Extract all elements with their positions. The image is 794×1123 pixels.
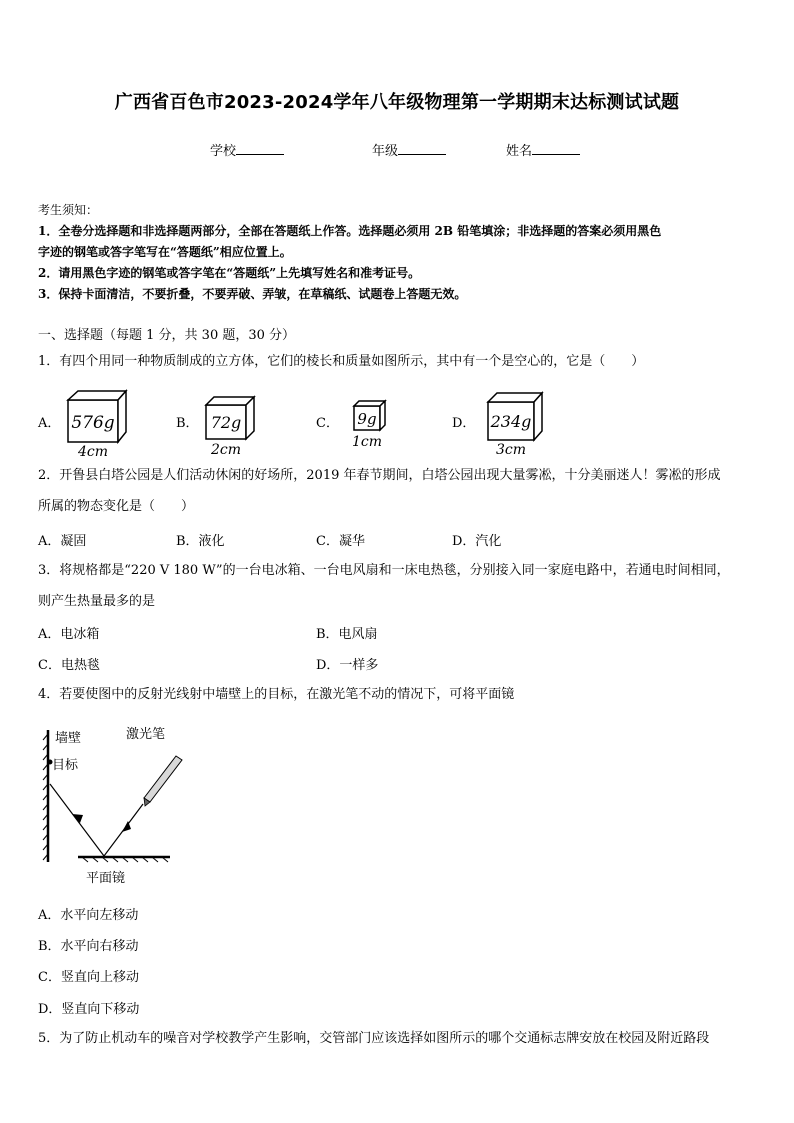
q1-option-d-label[interactable]: D． — [452, 416, 476, 431]
q3-option-b[interactable]: B．电风扇 — [316, 627, 378, 642]
q4-option-d[interactable]: D．竖直向下移动 — [38, 1002, 140, 1017]
notice-item: 字迹的钢笔或答字笔写在“答题纸”相应位置上。 — [38, 245, 292, 259]
question-2-line-1: 2．开鲁县白塔公园是人们活动休闲的好场所，2019 年春节期间，白塔公园出现大量雾凇，十分美丽迷人！雾凇的形成 — [38, 468, 721, 483]
name-blank[interactable] — [532, 142, 580, 155]
q1-cube-c[interactable] — [350, 398, 392, 450]
q1-option-b-label[interactable]: B． — [176, 416, 199, 431]
cube-top-face — [488, 393, 542, 402]
q2-option-c[interactable]: C．凝华 — [316, 534, 365, 549]
q3-option-a[interactable]: A．电冰箱 — [38, 627, 100, 642]
q1-cube-a[interactable] — [64, 388, 130, 458]
question-3-line-1: 3．将规格都是“220 V 180 W”的一台电冰箱、一台电风扇和一床电热毯，分别接入同一家庭电路中，若通电时间相同， — [38, 563, 730, 578]
q1-cube-b[interactable] — [202, 394, 258, 458]
q3-option-d[interactable]: D．一样多 — [316, 658, 379, 673]
q1-option-c-label[interactable]: C． — [316, 416, 339, 431]
grade-label: 年级 — [372, 144, 399, 159]
q4-option-a[interactable]: A．水平向左移动 — [38, 908, 139, 923]
cube-side-face — [246, 397, 254, 439]
notice-heading: 考生须知： — [38, 203, 99, 217]
q2-option-b[interactable]: B．液化 — [176, 534, 225, 549]
cube-side-face — [534, 393, 542, 440]
grade-field[interactable] — [372, 140, 446, 159]
question-5-text: 5．为了防止机动车的噪音对学校教学产生影响，交管部门应该选择如图所示的哪个交通标志牌安放在校园及附近路段 — [38, 1031, 710, 1046]
notice-item: 2．请用黑色字迹的钢笔或答字笔在“答题纸”上先填写姓名和准考证号。 — [38, 266, 421, 280]
notice-item: 1．全卷分选择题和非选择题两部分，全部在答题纸上作答。选择题必须用 2B 铅笔填涂；非选择题的答案必须用黑色 — [38, 224, 662, 238]
cube-top-face — [68, 391, 126, 400]
q1-option-a-label[interactable]: A． — [38, 416, 61, 431]
section-heading: 一、选择题（每题 1 分，共 30 题，30 分） — [38, 328, 296, 343]
cube-edge-label: 3cm — [495, 442, 527, 458]
question-3-line-2: 则产生热量最多的是 — [38, 594, 156, 609]
q4-option-b[interactable]: B．水平向右移动 — [38, 939, 139, 954]
name-label: 姓名 — [506, 144, 533, 159]
q1-cube-d[interactable] — [484, 390, 546, 458]
q4-option-c[interactable]: C．竖直向上移动 — [38, 970, 139, 985]
notice-block — [38, 200, 760, 305]
page-title: 广西省百色市2023-2024学年八年级物理第一学期期末达标测试试题 — [114, 92, 680, 113]
name-field[interactable] — [506, 140, 580, 159]
laser-label: 激光笔 — [126, 727, 166, 742]
cube-mass-label: 234g — [490, 412, 532, 431]
mirror-label: 平面镜 — [86, 871, 126, 886]
cube-edge-label: 1cm — [351, 434, 383, 450]
question-1-text: 1．有四个用同一种物质制成的立方体，它们的棱长和质量如图所示，其中有一个是空心的，它是（ ） — [38, 354, 645, 369]
laser-pen — [144, 756, 182, 806]
q2-option-a[interactable]: A．凝固 — [38, 534, 87, 549]
question-3-text — [38, 561, 760, 612]
q3-option-c[interactable]: C．电热毯 — [38, 658, 100, 673]
cube-side-face — [380, 401, 385, 430]
school-blank[interactable] — [236, 142, 284, 155]
grade-blank[interactable] — [398, 142, 446, 155]
cube-mass-label: 72g — [210, 413, 242, 432]
question-4-text: 4．若要使图中的反射光线射中墙壁上的目标，在激光笔不动的情况下，可将平面镜 — [38, 687, 515, 702]
cube-mass-label: 576g — [71, 413, 115, 433]
wall-label: 墙壁 — [55, 731, 82, 746]
q2-option-d[interactable]: D．汽化 — [452, 534, 502, 549]
cube-side-face — [118, 391, 126, 442]
school-field[interactable] — [210, 140, 284, 159]
cube-mass-label: 9g — [357, 410, 377, 428]
q4-reflection-figure — [38, 720, 188, 890]
notice-item: 3．保持卡面清洁，不要折叠，不要弄破、弄皱，在草稿纸、试题卷上答题无效。 — [38, 287, 467, 301]
target-label: 目标 — [52, 758, 79, 773]
cube-edge-label: 4cm — [77, 444, 109, 458]
school-label: 学校 — [210, 144, 237, 159]
reflected-ray — [50, 784, 104, 856]
cube-edge-label: 2cm — [210, 442, 242, 458]
question-2-line-2: 所属的物态变化是（ ） — [38, 499, 195, 514]
question-2-text — [38, 466, 760, 517]
